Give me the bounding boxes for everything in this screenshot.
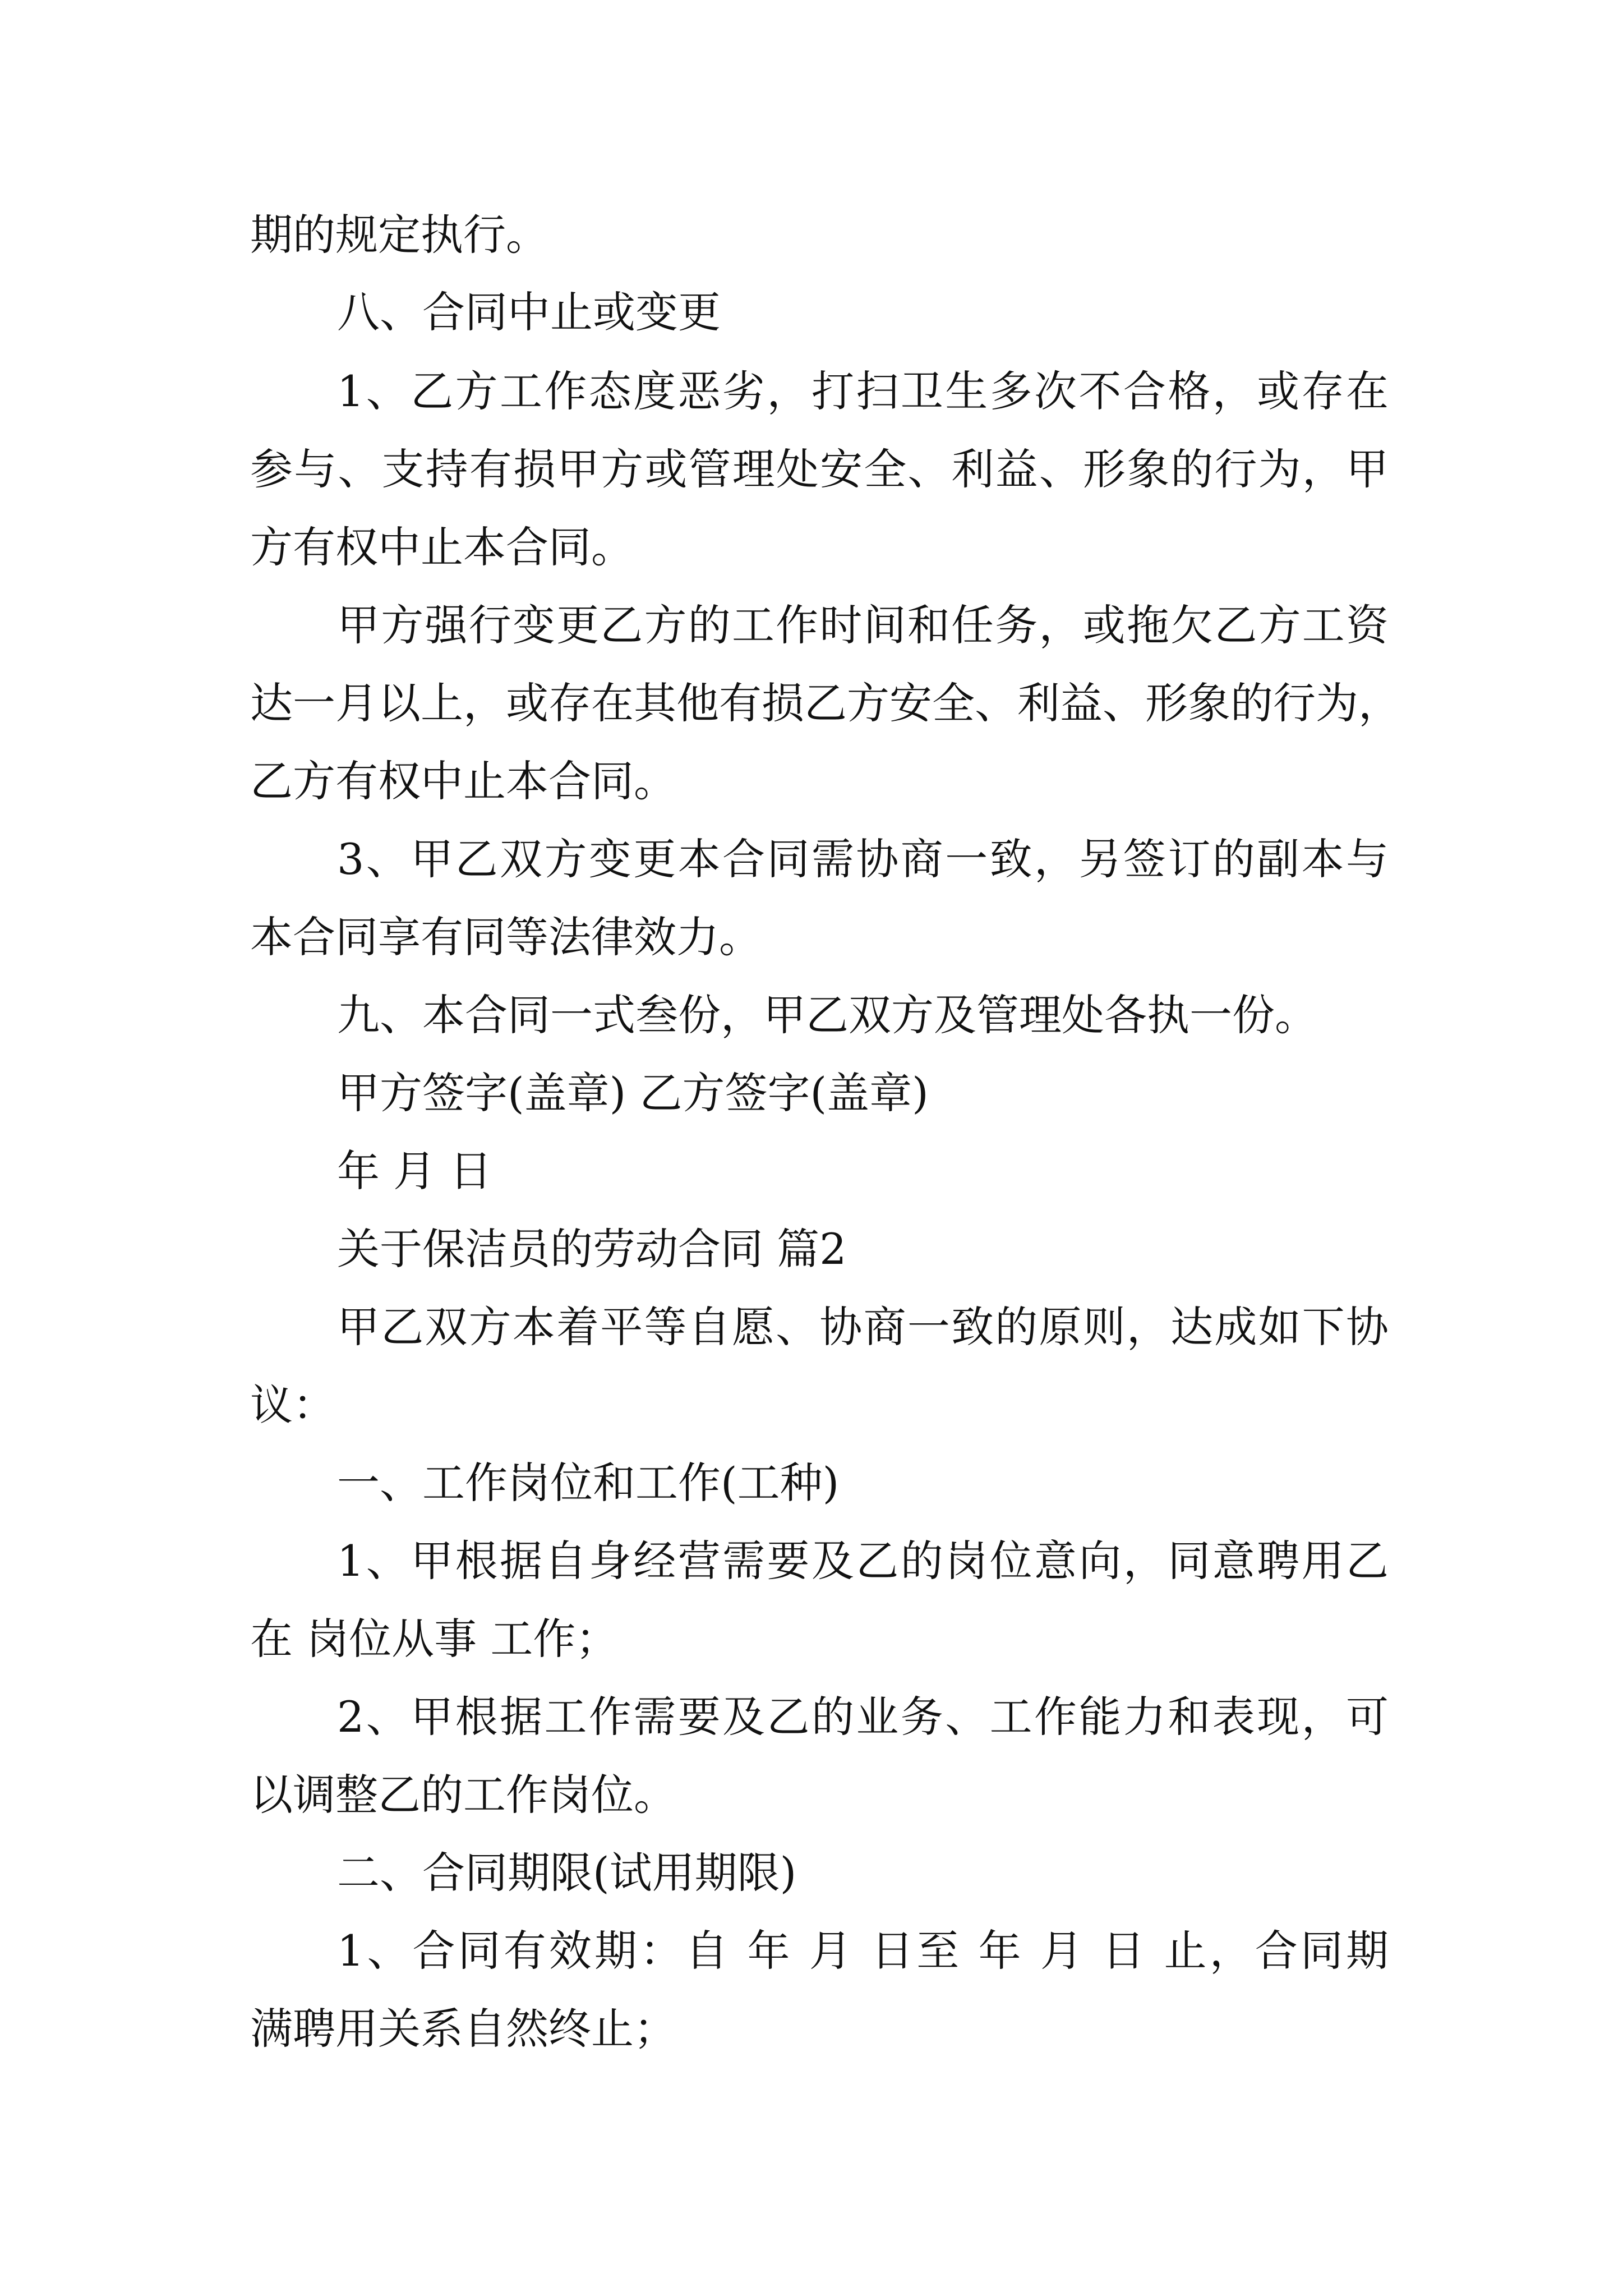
text-line: 本合同享有同等法律效力。 [250,912,762,962]
section-heading: 一、工作岗位和工作(工种) [337,1458,840,1508]
text-line: 达一月以上，或存在其他有损乙方安全、利益、形象的行为， [250,678,1401,728]
text-line: 方有权中止本合同。 [250,522,634,572]
text-line: 以调整乙的工作岗位。 [250,1770,676,1820]
date-line: 年 月 日 [337,1146,492,1196]
text-line: 1、乙方工作态度恶劣，打扫卫生多次不合格，或存在 [337,366,1389,416]
text-line: 乙方有权中止本合同。 [250,756,676,806]
text-line: 1、甲根据自身经营需要及乙的岗位意向，同意聘用乙 [337,1536,1389,1586]
text-line: 在 岗位从事 工作； [250,1614,619,1664]
section-heading: 二、合同期限(试用期限) [337,1848,797,1898]
section-heading: 九、本合同一式叁份，甲乙双方及管理处各执一份。 [337,990,1317,1040]
section-heading: 八、合同中止或变更 [337,287,721,337]
text-line: 满聘用关系自然终止； [250,2004,676,2054]
article-title: 关于保洁员的劳动合同 篇2 [337,1224,847,1274]
text-line: 甲方强行变更乙方的工作时间和任务，或拖欠乙方工资 [337,600,1389,650]
text-line: 期的规定执行。 [250,210,548,260]
text-line: 2、甲根据工作需要及乙的业务、工作能力和表现，可 [337,1692,1389,1742]
text-line: 1、合同有效期：自 年 月 日至 年 月 日 止，合同期 [337,1926,1389,1976]
text-line: 甲乙双方本着平等自愿、协商一致的原则，达成如下协 [337,1302,1389,1352]
signature-line: 甲方签字(盖章) 乙方签字(盖章) [337,1068,929,1118]
text-line: 议： [250,1380,335,1430]
text-line: 3、甲乙双方变更本合同需协商一致，另签订的副本与 [337,834,1389,884]
text-line: 参与、支持有损甲方或管理处安全、利益、形象的行为，甲 [250,444,1389,494]
